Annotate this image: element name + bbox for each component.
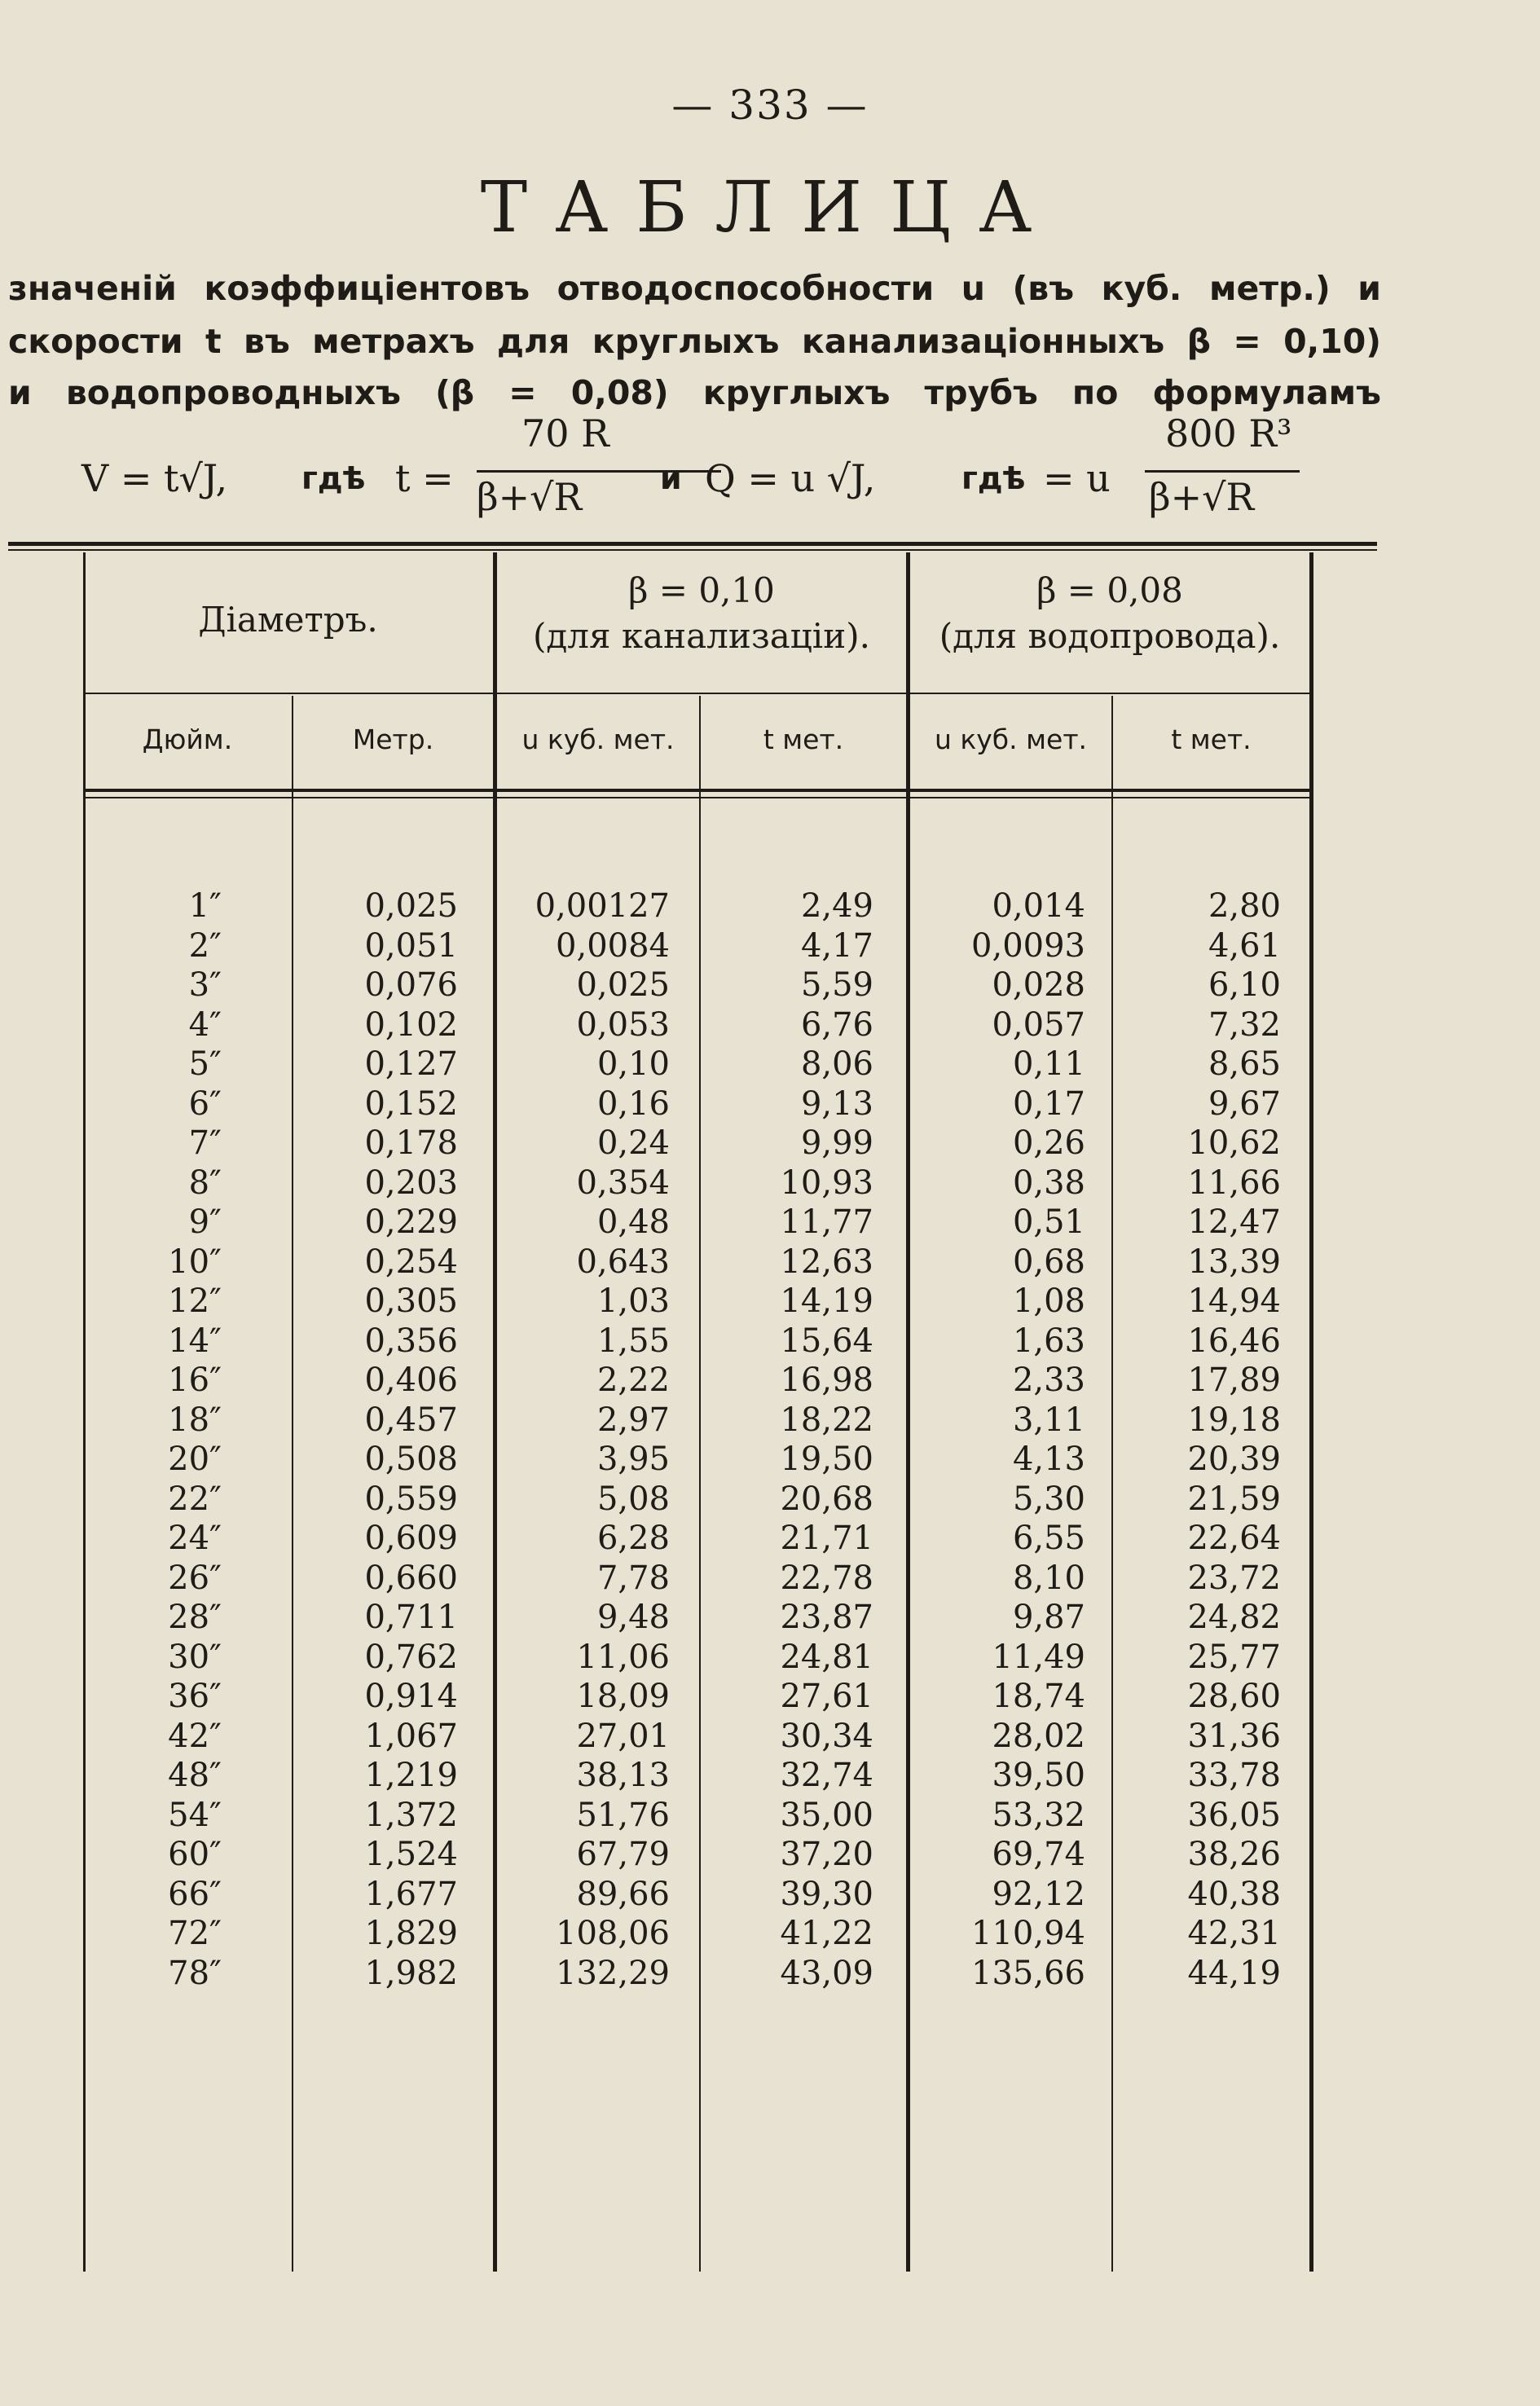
cell-water-t: 21,59 (1187, 1480, 1281, 1518)
cell-inch: 72″ (168, 1915, 222, 1952)
cell-water-t: 23,72 (1187, 1559, 1281, 1597)
col-header-water-t: t мет. (1171, 724, 1252, 755)
header-diameter: Діаметръ. (198, 600, 378, 640)
cell-meter: 0,051 (364, 926, 458, 965)
cell-sewer-u: 0,00127 (535, 887, 670, 925)
cell-meter: 1,372 (364, 1796, 458, 1834)
cell-water-t: 42,31 (1187, 1915, 1281, 1952)
cell-meter: 0,914 (364, 1678, 458, 1715)
cell-water-u: 1,63 (1012, 1322, 1085, 1360)
cell-sewer-t: 14,19 (780, 1282, 873, 1320)
cell-water-u: 0,0093 (971, 926, 1085, 965)
cell-sewer-t: 9,99 (800, 1124, 873, 1162)
cell-meter: 0,254 (364, 1243, 458, 1281)
cell-sewer-t: 39,30 (780, 1875, 873, 1913)
cell-water-u: 4,13 (1012, 1441, 1085, 1478)
cell-meter: 1,829 (364, 1915, 458, 1952)
formula-numerator-2: 800 R³ (1165, 411, 1292, 455)
cell-sewer-t: 22,78 (780, 1559, 873, 1597)
cell-water-t: 10,62 (1187, 1124, 1281, 1162)
cell-sewer-t: 4,17 (800, 926, 873, 965)
cell-water-u: 5,30 (1012, 1480, 1085, 1518)
cell-meter: 0,406 (364, 1361, 458, 1399)
cell-water-u: 53,32 (992, 1796, 1085, 1834)
cell-sewer-u: 2,22 (596, 1361, 670, 1399)
divider-sewer-u-t (699, 696, 701, 2272)
cell-meter: 1,067 (364, 1717, 458, 1755)
divider-diameter-sewer (493, 552, 497, 2272)
cell-meter: 1,524 (364, 1836, 458, 1873)
cell-water-t: 40,38 (1187, 1875, 1281, 1913)
cell-sewer-u: 1,03 (596, 1282, 670, 1320)
cell-water-t: 14,94 (1187, 1282, 1281, 1320)
subtitle-line-1: значеній коэффиціентовъ отводоспособности u (въ куб. метр.) и (8, 269, 1381, 308)
cell-sewer-t: 15,64 (780, 1322, 873, 1360)
cell-sewer-u: 27,01 (576, 1717, 670, 1755)
cell-water-u: 2,33 (1012, 1361, 1085, 1399)
fraction-bar-2 (1145, 470, 1300, 473)
formula-gde-1: гдѣ (301, 460, 366, 496)
cell-water-u: 0,17 (1012, 1084, 1085, 1123)
cell-water-t: 6,10 (1208, 966, 1281, 1004)
cell-water-t: 38,26 (1187, 1836, 1281, 1873)
cell-sewer-u: 18,09 (576, 1678, 670, 1715)
cell-water-t: 44,19 (1187, 1954, 1281, 1992)
cell-sewer-u: 0,48 (596, 1203, 670, 1241)
cell-inch: 4″ (188, 1005, 222, 1044)
cell-water-t: 12,47 (1187, 1203, 1281, 1241)
cell-meter: 0,559 (364, 1480, 458, 1518)
cell-water-u: 9,87 (1012, 1599, 1085, 1636)
cell-water-u: 39,50 (992, 1757, 1085, 1794)
cell-sewer-t: 11,77 (780, 1203, 873, 1241)
cell-sewer-t: 27,61 (780, 1678, 873, 1715)
cell-meter: 0,508 (364, 1441, 458, 1478)
cell-inch: 8″ (188, 1163, 222, 1202)
cell-water-u: 18,74 (992, 1678, 1085, 1715)
cell-water-u: 28,02 (992, 1717, 1085, 1755)
formula-v-equation: V = t√J, (81, 456, 228, 500)
cell-inch: 36″ (168, 1678, 222, 1715)
cell-sewer-u: 1,55 (596, 1322, 670, 1360)
divider-water-u-t (1111, 696, 1113, 2272)
header-bottom-rule (83, 789, 1313, 792)
table-border-right (1309, 552, 1313, 2272)
cell-water-t: 20,39 (1187, 1441, 1281, 1478)
cell-water-u: 6,55 (1012, 1520, 1085, 1557)
cell-meter: 0,102 (364, 1005, 458, 1044)
cell-inch: 7″ (188, 1124, 222, 1162)
cell-inch: 20″ (168, 1441, 222, 1478)
cell-water-t: 36,05 (1187, 1796, 1281, 1834)
cell-inch: 10″ (168, 1243, 222, 1281)
cell-meter: 0,025 (364, 887, 458, 925)
cell-water-t: 17,89 (1187, 1361, 1281, 1399)
header-sewer-label: (для канализаціи). (533, 616, 870, 656)
cell-sewer-t: 21,71 (780, 1520, 873, 1557)
cell-sewer-u: 3,95 (596, 1441, 670, 1478)
cell-water-t: 8,65 (1208, 1045, 1281, 1083)
formula-gde-2: гдѣ (961, 460, 1026, 496)
cell-water-u: 135,66 (971, 1954, 1085, 1992)
coefficient-table (83, 552, 1313, 2272)
cell-inch: 9″ (188, 1203, 222, 1241)
cell-sewer-t: 30,34 (780, 1717, 873, 1755)
cell-sewer-t: 16,98 (780, 1361, 873, 1399)
cell-meter: 1,982 (364, 1954, 458, 1992)
cell-water-u: 0,26 (1012, 1124, 1085, 1162)
top-rule (8, 542, 1377, 546)
formula-numerator-1: 70 R (521, 411, 609, 455)
col-header-water-u: u куб. мет. (934, 724, 1088, 755)
cell-sewer-u: 9,48 (596, 1599, 670, 1636)
top-rule-thin (8, 549, 1377, 551)
cell-sewer-u: 11,06 (576, 1638, 670, 1676)
cell-meter: 0,356 (364, 1322, 458, 1360)
cell-meter: 0,076 (364, 966, 458, 1004)
cell-water-u: 0,38 (1012, 1163, 1085, 1202)
cell-inch: 66″ (168, 1875, 222, 1913)
cell-meter: 0,178 (364, 1124, 458, 1162)
cell-sewer-t: 35,00 (780, 1796, 873, 1834)
formula-q-equation: Q = u √J, (705, 456, 876, 500)
cell-inch: 14″ (168, 1322, 222, 1360)
cell-water-t: 7,32 (1208, 1005, 1281, 1044)
cell-meter: 0,762 (364, 1638, 458, 1676)
header-divider (83, 693, 1313, 694)
cell-water-t: 31,36 (1187, 1717, 1281, 1755)
header-sewer-beta: β = 0,10 (628, 570, 775, 610)
cell-inch: 26″ (168, 1559, 222, 1597)
cell-sewer-u: 38,13 (576, 1757, 670, 1794)
cell-sewer-t: 9,13 (800, 1084, 873, 1123)
cell-inch: 28″ (168, 1599, 222, 1636)
cell-water-u: 1,08 (1012, 1282, 1085, 1320)
cell-meter: 0,305 (364, 1282, 458, 1320)
cell-water-t: 2,80 (1208, 887, 1281, 925)
cell-water-u: 110,94 (971, 1915, 1085, 1952)
cell-water-u: 0,51 (1012, 1203, 1085, 1241)
header-bottom-rule-thin (83, 797, 1313, 798)
formula-denominator-1: β+√R (477, 475, 583, 519)
cell-meter: 0,127 (364, 1045, 458, 1083)
cell-sewer-t: 12,63 (780, 1243, 873, 1281)
cell-water-u: 0,11 (1012, 1045, 1085, 1083)
cell-sewer-u: 67,79 (576, 1836, 670, 1873)
cell-water-t: 22,64 (1187, 1520, 1281, 1557)
formula-and: и (660, 460, 682, 496)
header-water-label: (для водопровода). (939, 616, 1281, 656)
cell-inch: 30″ (168, 1638, 222, 1676)
cell-sewer-u: 0,025 (576, 966, 670, 1004)
cell-water-t: 19,18 (1187, 1401, 1281, 1439)
formula-denominator-2: β+√R (1149, 475, 1255, 519)
cell-sewer-u: 2,97 (596, 1401, 670, 1439)
cell-sewer-u: 0,053 (576, 1005, 670, 1044)
col-header-inch: Дюйм. (142, 724, 233, 755)
cell-sewer-u: 0,10 (596, 1045, 670, 1083)
cell-inch: 6″ (188, 1084, 222, 1123)
cell-water-u: 92,12 (992, 1875, 1085, 1913)
cell-meter: 0,457 (364, 1401, 458, 1439)
cell-water-u: 69,74 (992, 1836, 1085, 1873)
cell-inch: 54″ (168, 1796, 222, 1834)
cell-water-u: 11,49 (992, 1638, 1085, 1676)
header-water-beta: β = 0,08 (1036, 570, 1183, 610)
cell-inch: 42″ (168, 1717, 222, 1755)
cell-sewer-t: 23,87 (780, 1599, 873, 1636)
formula-t-equation: t = (395, 456, 454, 500)
cell-sewer-u: 132,29 (556, 1954, 670, 1992)
cell-sewer-t: 6,76 (800, 1005, 873, 1044)
table-border-left (83, 552, 86, 2272)
cell-meter: 0,203 (364, 1163, 458, 1202)
cell-water-u: 0,028 (992, 966, 1085, 1004)
cell-water-t: 25,77 (1187, 1638, 1281, 1676)
page-title: ТАБЛИЦА (480, 167, 1060, 249)
cell-sewer-u: 0,643 (576, 1243, 670, 1281)
cell-inch: 60″ (168, 1836, 222, 1873)
cell-water-t: 4,61 (1208, 926, 1281, 965)
cell-meter: 0,711 (364, 1599, 458, 1636)
cell-inch: 2″ (188, 926, 222, 965)
cell-sewer-t: 24,81 (780, 1638, 873, 1676)
formula (81, 411, 1385, 526)
cell-sewer-t: 32,74 (780, 1757, 873, 1794)
cell-meter: 0,609 (364, 1520, 458, 1557)
cell-meter: 0,229 (364, 1203, 458, 1241)
cell-meter: 0,152 (364, 1084, 458, 1123)
cell-sewer-t: 43,09 (780, 1954, 873, 1992)
cell-meter: 0,660 (364, 1559, 458, 1597)
cell-water-t: 28,60 (1187, 1678, 1281, 1715)
cell-sewer-u: 0,0084 (556, 926, 670, 965)
cell-sewer-u: 0,16 (596, 1084, 670, 1123)
cell-inch: 18″ (168, 1401, 222, 1439)
cell-inch: 78″ (168, 1954, 222, 1992)
cell-sewer-u: 51,76 (576, 1796, 670, 1834)
cell-inch: 22″ (168, 1480, 222, 1518)
col-header-sewer-u: u куб. мет. (521, 724, 675, 755)
cell-inch: 16″ (168, 1361, 222, 1399)
cell-water-u: 0,68 (1012, 1243, 1085, 1281)
cell-inch: 24″ (168, 1520, 222, 1557)
cell-water-u: 0,057 (992, 1005, 1085, 1044)
cell-inch: 12″ (168, 1282, 222, 1320)
cell-sewer-t: 41,22 (780, 1915, 873, 1952)
col-header-sewer-t: t мет. (763, 724, 844, 755)
cell-sewer-t: 2,49 (800, 887, 873, 925)
cell-water-u: 8,10 (1012, 1559, 1085, 1597)
subtitle-line-2: скорости t въ метрахъ для круглыхъ канализаціонныхъ β = 0,10) (8, 322, 1381, 361)
cell-inch: 48″ (168, 1757, 222, 1794)
cell-sewer-t: 37,20 (780, 1836, 873, 1873)
formula-u-equation: = u (1043, 456, 1111, 500)
cell-water-t: 24,82 (1187, 1599, 1281, 1636)
cell-sewer-u: 108,06 (556, 1915, 670, 1952)
cell-inch: 5″ (188, 1045, 222, 1083)
col-header-meter: Метр. (352, 724, 434, 755)
cell-water-t: 9,67 (1208, 1084, 1281, 1123)
cell-sewer-u: 0,354 (576, 1163, 670, 1202)
cell-inch: 3″ (188, 966, 222, 1004)
cell-sewer-u: 89,66 (576, 1875, 670, 1913)
cell-water-u: 0,014 (992, 887, 1085, 925)
cell-sewer-t: 19,50 (780, 1441, 873, 1478)
page-number: — 333 — (671, 81, 869, 129)
cell-sewer-t: 8,06 (800, 1045, 873, 1083)
cell-sewer-u: 5,08 (596, 1480, 670, 1518)
subtitle-line-3: и водопроводныхъ (β = 0,08) круглыхъ трубъ по формуламъ (8, 373, 1381, 412)
cell-water-t: 11,66 (1187, 1163, 1281, 1202)
cell-sewer-t: 5,59 (800, 966, 873, 1004)
cell-meter: 1,677 (364, 1875, 458, 1913)
cell-sewer-u: 7,78 (596, 1559, 670, 1597)
cell-inch: 1″ (188, 887, 222, 925)
cell-sewer-u: 6,28 (596, 1520, 670, 1557)
cell-water-t: 13,39 (1187, 1243, 1281, 1281)
cell-sewer-t: 20,68 (780, 1480, 873, 1518)
cell-water-t: 16,46 (1187, 1322, 1281, 1360)
fraction-bar-1 (477, 470, 721, 473)
cell-sewer-u: 0,24 (596, 1124, 670, 1162)
cell-meter: 1,219 (364, 1757, 458, 1794)
cell-water-t: 33,78 (1187, 1757, 1281, 1794)
cell-water-u: 3,11 (1012, 1401, 1085, 1439)
cell-sewer-t: 18,22 (780, 1401, 873, 1439)
cell-sewer-t: 10,93 (780, 1163, 873, 1202)
